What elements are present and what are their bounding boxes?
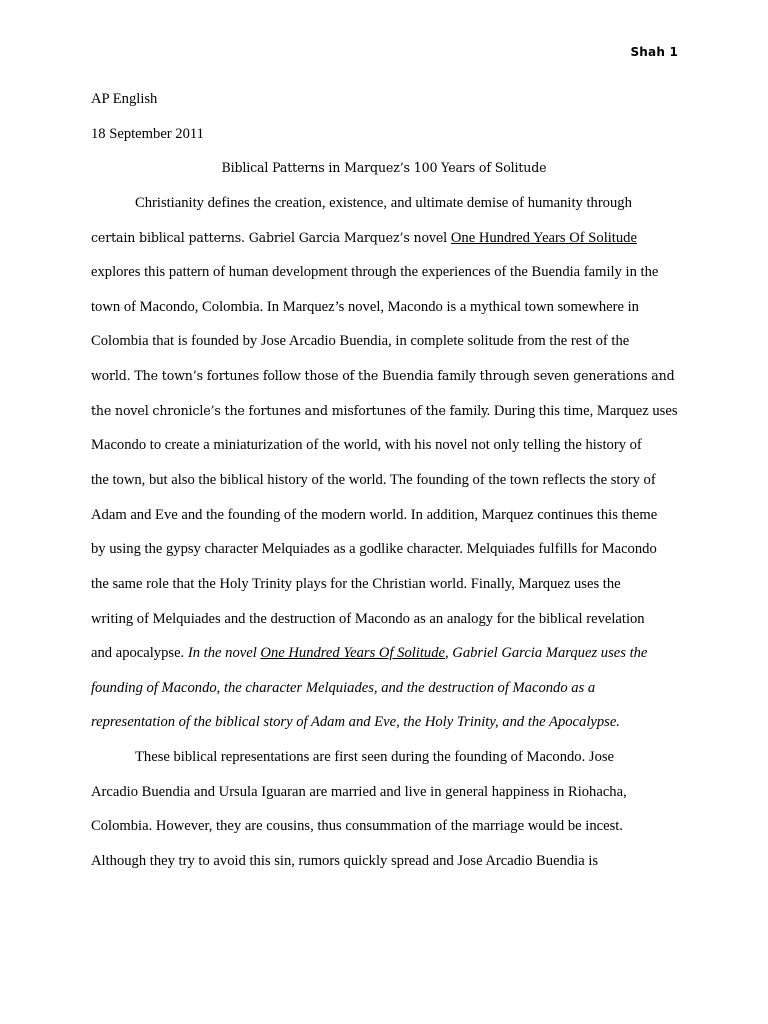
body-line: explores this pattern of human development through the experiences of the Buendia family in the (91, 264, 659, 280)
body-line-segment: certain biblical patterns. Gabriel Garcia Marquez’s novel (91, 230, 451, 245)
thesis-segment: , Gabriel Garcia Marquez uses the (445, 645, 648, 661)
essay-title: Biblical Patterns in Marquez’s 100 Years of Solitude (221, 160, 547, 175)
body-line: the same role that the Holy Trinity plays for the Christian world. Finally, Marquez uses the (91, 576, 621, 592)
novel-title-reference: One Hundred Years Of Solitude (450, 230, 637, 246)
body-line (91, 228, 637, 248)
thesis-line: founding of Macondo, the character Melquiades, and the destruction of Macondo as a (91, 680, 596, 696)
body-line-segment: and apocalypse. (91, 645, 188, 661)
essay-date: 18 September 2011 (91, 126, 204, 142)
body-line: town of Macondo, Colombia. In Marquez’s novel, Macondo is a mythical town somewhere in (91, 299, 639, 315)
body-line: Colombia that is founded by Jose Arcadio Buendia, in complete solitude from the rest of the (91, 333, 630, 349)
body-line: writing of Melquiades and the destruction of Macondo as an analogy for the biblical revelation (91, 611, 645, 627)
body-line-segment: the novel chronicle’s the fortunes and misfortunes of the family. (91, 403, 491, 418)
body-line: Adam and Eve and the founding of the modern world. In addition, Marquez continues this theme (91, 507, 658, 523)
thesis-line: representation of the biblical story of Adam and Eve, the Holy Trinity, and the Apocalypse. (91, 714, 620, 730)
body-line: Colombia. However, they are cousins, thus consummation of the marriage would be incest. (91, 818, 623, 834)
body-line: world. The town’s fortunes follow those of the Buendia family through seven generations and (91, 368, 675, 383)
body-line: the town, but also the biblical history of the world. The founding of the town reflects the story of (91, 472, 656, 488)
body-line (91, 401, 678, 421)
body-line: Arcadio Buendia and Ursula Iguaran are married and live in general happiness in Riohacha, (91, 784, 627, 800)
thesis-segment: In the novel (187, 645, 261, 661)
body-line: Macondo to create a miniaturization of the world, with his novel not only telling the history of (91, 437, 642, 453)
body-line: Christianity defines the creation, existence, and ultimate demise of humanity through (135, 195, 632, 211)
course-name: AP English (91, 91, 158, 107)
novel-title-reference: One Hundred Years Of Solitude (260, 645, 445, 661)
body-line: Although they try to avoid this sin, rumors quickly spread and Jose Arcadio Buendia is (91, 853, 599, 869)
body-line (91, 643, 647, 663)
running-head: Shah 1 (630, 45, 678, 59)
body-line: by using the gypsy character Melquiades as a godlike character. Melquiades fulfills for Macondo (91, 541, 657, 557)
body-line: These biblical representations are first seen during the founding of Macondo. Jose (135, 749, 615, 765)
body-line-segment: During this time, Marquez uses (490, 403, 678, 419)
